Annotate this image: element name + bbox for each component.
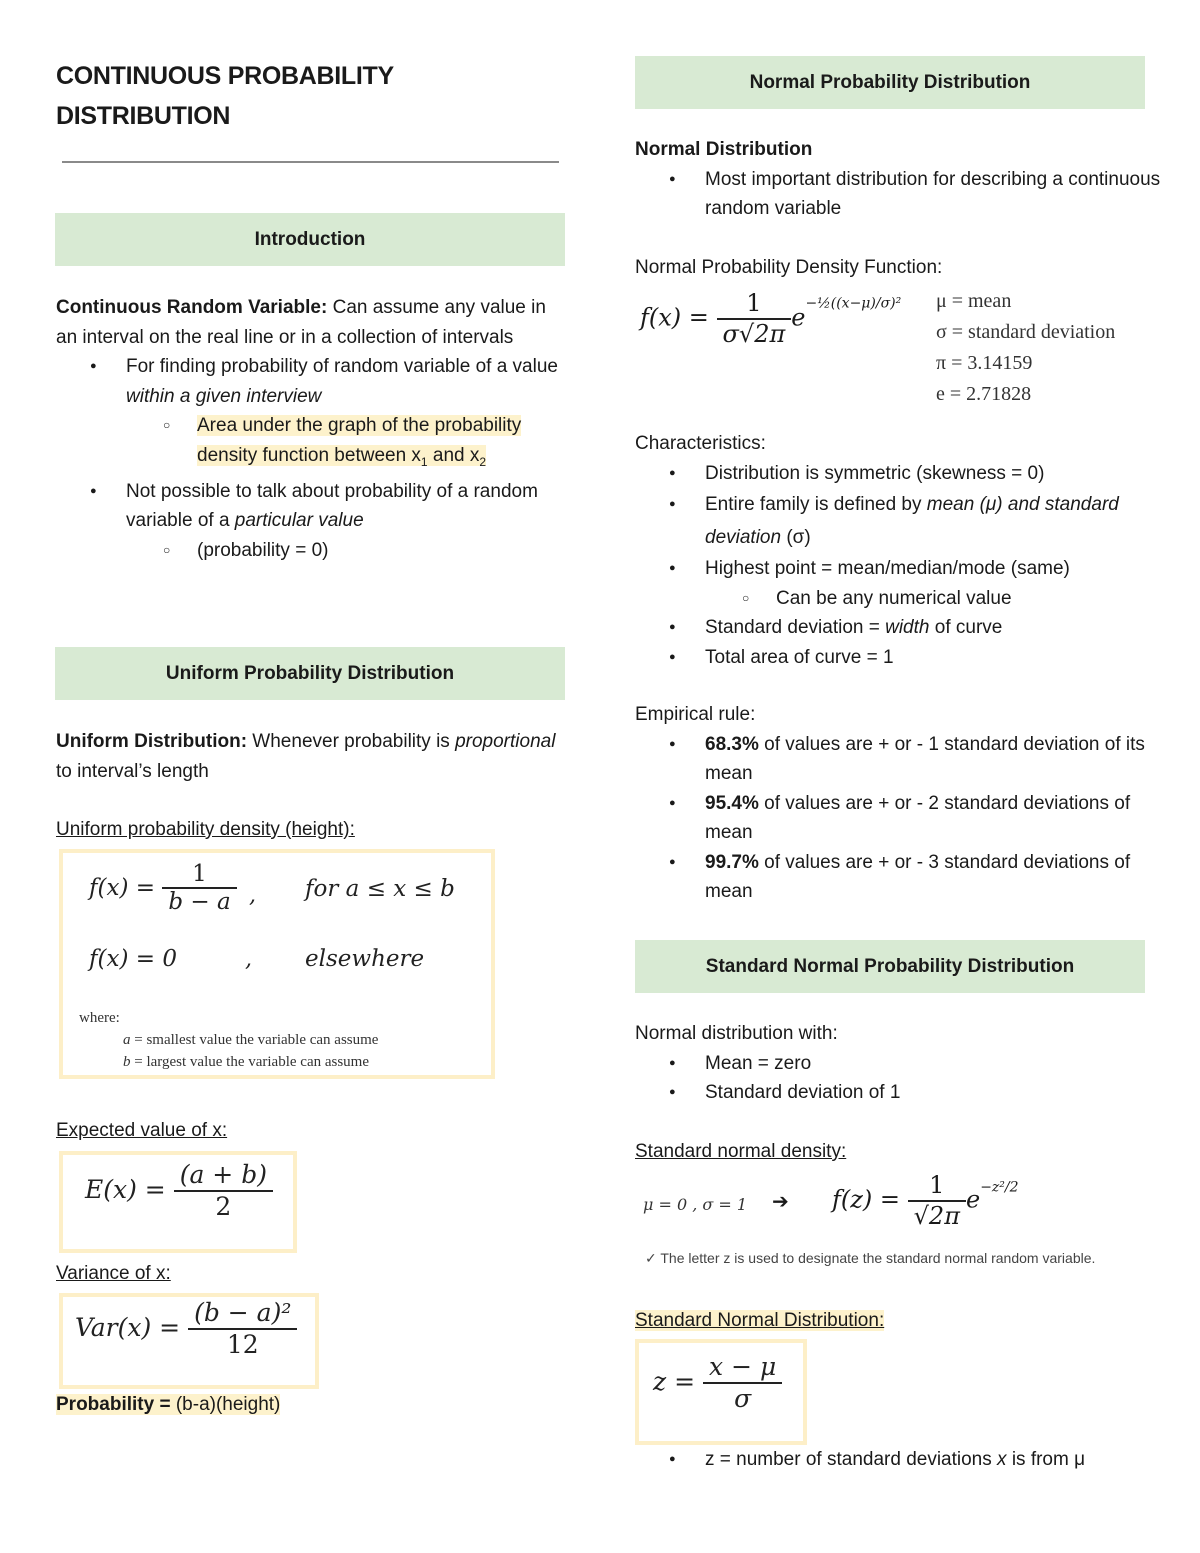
list-item: ● Distribution is symmetric (skewness = 0)	[635, 459, 1175, 489]
list-item: ● Mean = zero	[635, 1049, 1175, 1079]
introduction-body	[56, 293, 566, 565]
probability-formula: Probability = (b-a)(height)	[56, 1394, 281, 1415]
list-item: ○ (probability = 0)	[56, 536, 566, 566]
normal-pdf-label: Normal Probability Density Function:	[635, 257, 943, 278]
list-item: ● Standard deviation of 1	[635, 1078, 1175, 1108]
normal-pdf-formula: f(x) = $\frac{1}{\sigma√2\pi}$ $e^{-\frac{1}{2}((x-\mu)/\sigma)^2}$	[640, 289, 902, 348]
standard-normal-label: Standard Normal Distribution:	[635, 1310, 885, 1331]
list-item: ● Standard deviation = width of curve	[635, 613, 1175, 643]
standard-density-label: Standard normal density:	[635, 1141, 847, 1162]
list-item: ● 99.7% of values are + or - 3 standard deviations of mean	[635, 848, 1175, 907]
uniform-where: where: a = smallest value the variable can assume b = largest value the variable can assume	[79, 1010, 379, 1070]
highlighted-text: Area under the graph of the probability density function between $x_1$ and $x_2$	[197, 415, 522, 469]
list-item: ● Total area of curve = 1	[635, 643, 1175, 673]
uniform-density-formula-box: f(x) = $\frac{1}{b - a}$ , for a ≤ x ≤ b f(x) = 0 , elsewhere where: a = smallest value the variable can assume b = largest value the variable can assume	[59, 849, 495, 1079]
variance-formula-box: Var(x) = $\frac{\text{(b − a)²}}{12}$	[59, 1293, 319, 1389]
uniform-elsewhere: elsewhere	[305, 946, 425, 972]
variance-label: Variance of x:	[56, 1263, 171, 1284]
section-header-standard-normal: Standard Normal Probability Distribution	[635, 940, 1145, 993]
z-note: ✓ The letter z is used to designate the standard normal random variable.	[645, 1250, 1096, 1266]
z-score-formula-box: z = $\frac{x - \mu}{\sigma}$	[635, 1339, 807, 1445]
standard-normal-params: Normal distribution with: ● Mean = zero ● Standard deviation of 1	[635, 1019, 1175, 1108]
uniform-condition: for a ≤ x ≤ b	[305, 876, 455, 902]
expected-value-label: Expected value of x:	[56, 1120, 228, 1141]
list-item: ● Entire family is defined by mean (μ) and standard deviation (σ)	[635, 488, 1175, 554]
standard-params: μ = 0 , σ = 1	[643, 1195, 748, 1214]
list-item: ● z = number of standard deviations x is from μ	[635, 1445, 1195, 1475]
arrow-icon: ➔	[772, 1191, 789, 1213]
uniform-density-label: Uniform probability density (height):	[56, 819, 355, 840]
title-divider	[62, 161, 559, 163]
crv-definition: Continuous Random Variable: Can assume any value in an interval on the real line or in a collection of intervals	[56, 297, 546, 348]
section-header-introduction: Introduction	[55, 213, 565, 266]
normal-pdf-legend: μ = mean σ = standard deviation π = 3.14159 e = 2.71828	[936, 290, 1116, 405]
page-title: CONTINUOUS PROBABILITY DISTRIBUTION	[56, 62, 394, 130]
list-item: ● 95.4% of values are + or - 2 standard deviations of mean	[635, 789, 1175, 848]
standard-density-formula: f(z) = $\frac{1}{√2\pi}$ $e^{-z^2/2}$	[832, 1171, 1019, 1230]
z-score-explanation	[635, 1445, 1195, 1475]
empirical-rule: Empirical rule: ● 68.3% of values are + or - 1 standard deviation of its mean ● 95.4% of values are + or - 2 standard deviations of mean ● 99.7% of values are + or - 3 standard deviations of mean	[635, 700, 1175, 907]
section-header-normal: Normal Probability Distribution	[635, 56, 1145, 109]
uniform-definition: Uniform Distribution: Whenever probability is proportional to interval’s length	[56, 731, 556, 782]
uniform-formula-2: f(x) = 0	[89, 946, 177, 972]
list-item: ● For finding probability of random variable of a value within a given interview	[56, 352, 566, 411]
section-header-uniform: Uniform Probability Distribution	[55, 647, 565, 700]
list-item: ● Highest point = mean/median/mode (same)	[635, 554, 1175, 584]
list-item: ● Most important distribution for describing a continuous random variable	[635, 165, 1175, 224]
list-item	[56, 411, 566, 477]
normal-characteristics: Characteristics: ● Distribution is symmetric (skewness = 0) ● Entire family is defined by mean (μ) and standard deviation (σ) ● Highest point = mean/median/mode (same) ○ Can be any numerical value ● Standard deviation = width of curve ● Total area of curve = 1	[635, 429, 1175, 672]
normal-distribution-intro: Normal Distribution ● Most important distribution for describing a continuous random variable	[635, 135, 1175, 224]
list-item: ○ Can be any numerical value	[635, 584, 1175, 614]
list-item: ● 68.3% of values are + or - 1 standard deviation of its mean	[635, 730, 1175, 789]
uniform-formula-1: f(x) = $\frac{1}{b - a}$	[89, 861, 237, 917]
expected-value-formula-box: E(x) = $\frac{(a + b)}{2}$	[59, 1151, 297, 1253]
list-item: ● Not possible to talk about probability of a random variable of a particular value	[56, 477, 566, 536]
